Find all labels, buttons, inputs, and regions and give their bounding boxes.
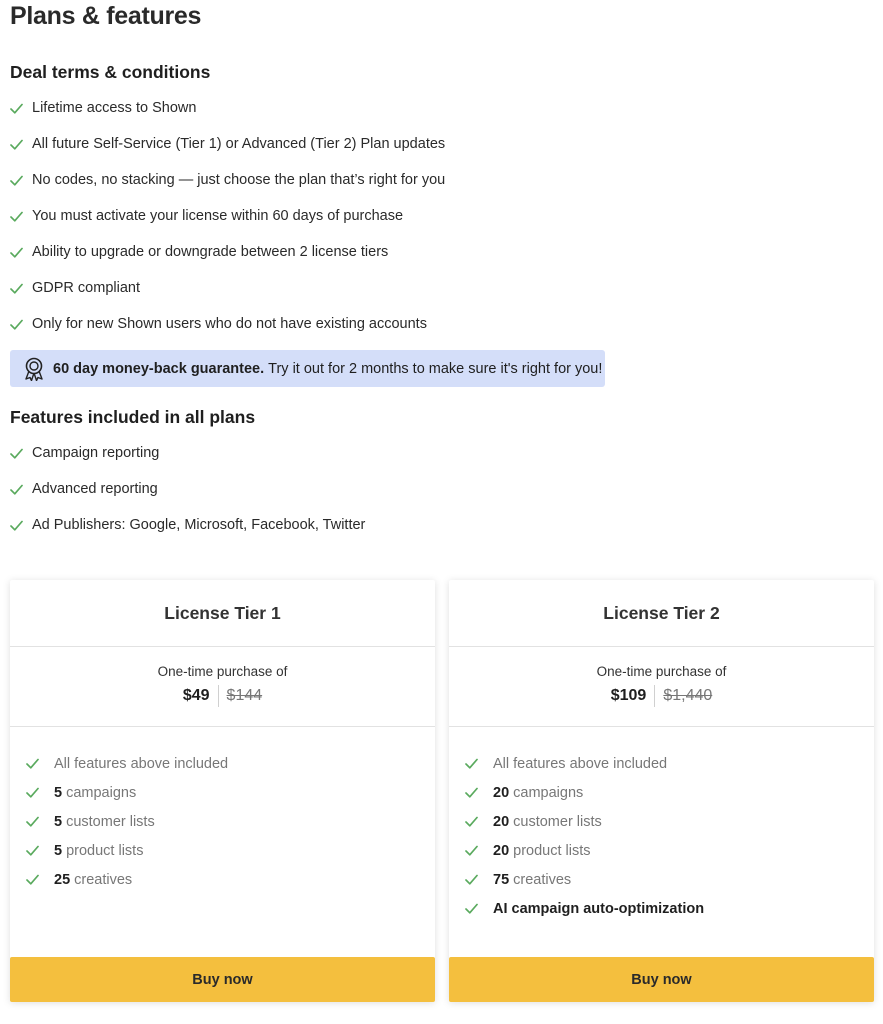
features-title: Features included in all plans bbox=[10, 407, 256, 427]
check-icon bbox=[10, 138, 23, 151]
original-price: $1,440 bbox=[663, 687, 713, 704]
tier-feature: 75 creatives bbox=[465, 865, 874, 894]
guarantee-bold: 60 day money-back guarantee. bbox=[53, 360, 265, 377]
tier-feature: AI campaign auto-optimization bbox=[465, 894, 874, 923]
check-icon bbox=[10, 174, 23, 187]
check-icon bbox=[10, 483, 23, 496]
check-icon bbox=[26, 757, 39, 770]
tier-name: License Tier 2 bbox=[449, 580, 874, 647]
price: $49 bbox=[182, 687, 210, 704]
list-item: Ad Publishers: Google, Microsoft, Facebook, Twitter bbox=[10, 507, 365, 543]
check-icon bbox=[10, 246, 23, 259]
tier-feature-list bbox=[449, 727, 874, 923]
check-icon bbox=[465, 873, 478, 886]
list-item: You must activate your license within 60 days of purchase bbox=[10, 198, 445, 234]
check-icon bbox=[26, 786, 39, 799]
check-icon bbox=[26, 815, 39, 828]
check-icon bbox=[465, 815, 478, 828]
check-icon bbox=[465, 844, 478, 857]
buy-now-button[interactable]: Buy now bbox=[10, 957, 435, 1002]
guarantee-banner bbox=[10, 350, 605, 387]
purchase-label: One-time purchase of bbox=[596, 664, 727, 679]
check-icon bbox=[10, 102, 23, 115]
tier-feature-list bbox=[10, 727, 435, 894]
check-icon bbox=[465, 757, 478, 770]
medal-icon bbox=[23, 357, 45, 381]
tier-price-block bbox=[449, 647, 874, 727]
tier-feature: 20 product lists bbox=[465, 836, 874, 865]
list-item: Campaign reporting bbox=[10, 435, 365, 471]
page-title: Plans & features bbox=[10, 2, 202, 30]
guarantee-text: Try it out for 2 months to make sure it's right for you! bbox=[268, 360, 603, 377]
price: $109 bbox=[610, 687, 647, 704]
list-item: All future Self-Service (Tier 1) or Advanced (Tier 2) Plan updates bbox=[10, 126, 445, 162]
tier-feature: 5 campaigns bbox=[26, 778, 435, 807]
list-item: Ability to upgrade or downgrade between 2 license tiers bbox=[10, 234, 445, 270]
tier-card-2 bbox=[449, 580, 874, 1002]
tier-name: License Tier 1 bbox=[10, 580, 435, 647]
tier-feature: 20 campaigns bbox=[465, 778, 874, 807]
tier-price-block bbox=[10, 647, 435, 727]
list-item: No codes, no stacking — just choose the plan that’s right for you bbox=[10, 162, 445, 198]
check-icon bbox=[465, 902, 478, 915]
check-icon bbox=[10, 318, 23, 331]
deal-terms-list bbox=[10, 90, 445, 342]
tier-feature: 5 product lists bbox=[26, 836, 435, 865]
check-icon bbox=[10, 519, 23, 532]
tier-feature: 5 customer lists bbox=[26, 807, 435, 836]
buy-now-button[interactable]: Buy now bbox=[449, 957, 874, 1002]
check-icon bbox=[465, 786, 478, 799]
tier-feature: All features above included bbox=[26, 749, 435, 778]
tier-feature: 20 customer lists bbox=[465, 807, 874, 836]
check-icon bbox=[10, 447, 23, 460]
tier-feature: All features above included bbox=[465, 749, 874, 778]
purchase-label: One-time purchase of bbox=[157, 664, 288, 679]
deal-terms-title: Deal terms & conditions bbox=[10, 62, 211, 82]
original-price: $144 bbox=[226, 687, 263, 704]
check-icon bbox=[10, 282, 23, 295]
tier-feature: 25 creatives bbox=[26, 865, 435, 894]
list-item: Lifetime access to Shown bbox=[10, 90, 445, 126]
list-item: Only for new Shown users who do not have existing accounts bbox=[10, 306, 445, 342]
features-list bbox=[10, 435, 365, 543]
tier-card-1 bbox=[10, 580, 435, 1002]
check-icon bbox=[10, 210, 23, 223]
list-item: GDPR compliant bbox=[10, 270, 445, 306]
list-item: Advanced reporting bbox=[10, 471, 365, 507]
check-icon bbox=[26, 873, 39, 886]
check-icon bbox=[26, 844, 39, 857]
